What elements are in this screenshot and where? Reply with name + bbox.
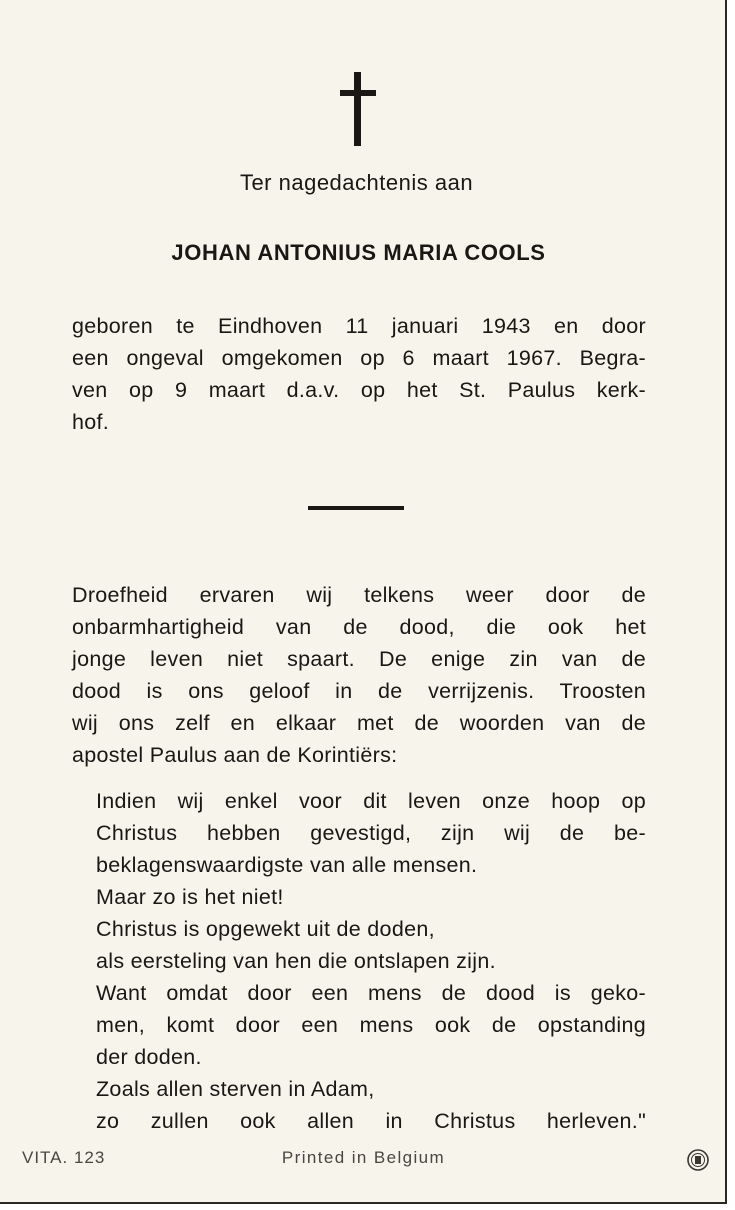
deceased-name: JOHAN ANTONIUS MARIA COOLS [171, 240, 546, 265]
bio-line: ven op 9 maart d.a.v. op het St. Paulus kerk- [72, 378, 646, 402]
text-line: Droefheid ervaren wij telkens weer door de [72, 583, 646, 607]
text-line: jonge leven niet spaart. De enige zin van de [72, 647, 646, 671]
card-code: VITA. 123 [22, 1148, 106, 1167]
intro-text: Ter nagedachtenis aan [239, 170, 474, 195]
quote-line: Maar zo is het niet! [96, 885, 284, 909]
text-line: onbarmhartigheid van de dood, die ook het [72, 615, 646, 639]
bio-line: een ongeval omgekomen op 6 maart 1967. Begra- [72, 346, 646, 370]
quote-line: men, komt door een mens ook de opstanding [96, 1013, 646, 1037]
quote-line: als eersteling van hen die ontslapen zijn. [96, 949, 496, 973]
bio-line: geboren te Eindhoven 11 januari 1943 en door [72, 314, 646, 338]
quote-line: beklagenswaardigste van alle mensen. [96, 853, 478, 877]
latin-cross-icon [338, 70, 378, 150]
bio-paragraph [72, 310, 646, 438]
scripture-quote [96, 785, 646, 1137]
quote-line: zo zullen ook allen in Christus herleven." [96, 1109, 646, 1133]
printer-logo-icon [686, 1148, 710, 1172]
text-line: apostel Paulus aan de Korintiërs: [72, 743, 398, 767]
reflection-paragraph [72, 579, 646, 771]
quote-line: Want omdat door een mens de dood is geko- [96, 981, 646, 1005]
quote-line: der doden. [96, 1045, 202, 1069]
text-line: dood is ons geloof in de verrijzenis. Troosten [72, 679, 646, 703]
text-line: wij ons zelf en elkaar met de woorden van de [72, 711, 646, 735]
quote-line: Christus is opgewekt uit de doden, [96, 917, 435, 941]
printed-in-label: Printed in Belgium [281, 1148, 446, 1167]
bio-line: hof. [72, 410, 110, 434]
divider [308, 506, 404, 510]
quote-line: Indien wij enkel voor dit leven onze hoop op [96, 789, 646, 813]
quote-line: Zoals allen sterven in Adam, [96, 1077, 375, 1101]
quote-line: Christus hebben gevestigd, zijn wij de be- [96, 821, 646, 845]
